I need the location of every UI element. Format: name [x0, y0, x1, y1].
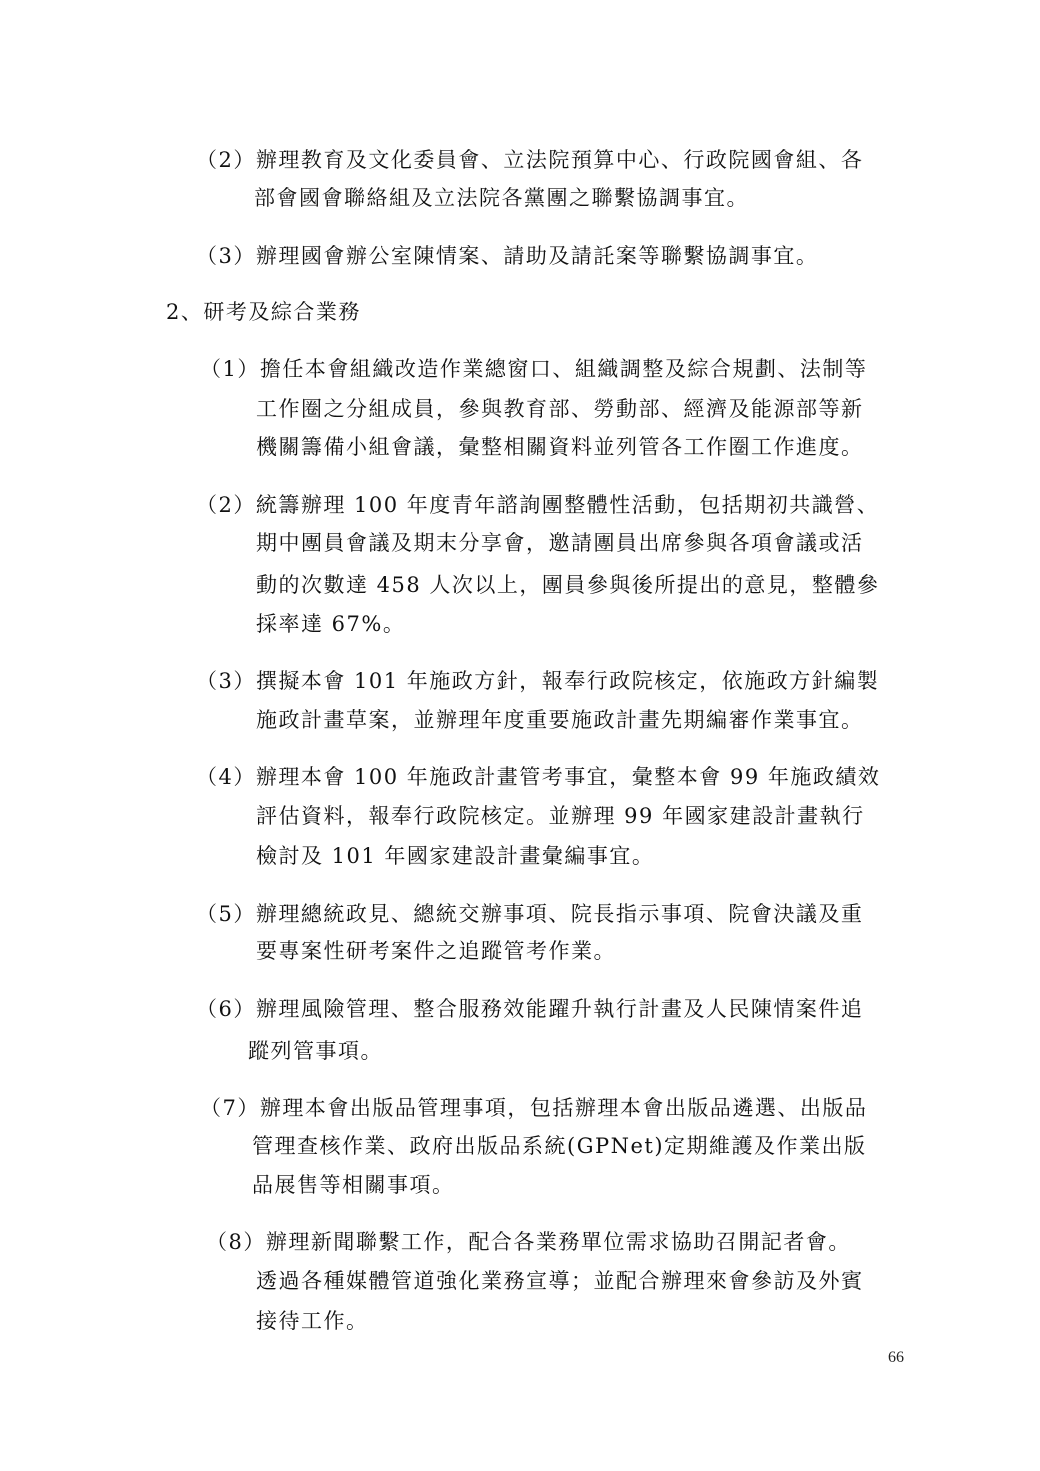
- text-line: （4）辦理本會 100 年施政計畫管考事宜，彙整本會 99 年施政績效: [196, 765, 881, 789]
- text-line: （3）辦理國會辦公室陳情案、請助及請託案等聯繫協調事宜。: [196, 244, 819, 268]
- text-line: 要專案性研考案件之追蹤管考作業。: [256, 939, 616, 963]
- text-line: 部會國會聯絡組及立法院各黨團之聯繫協調事宜。: [254, 186, 749, 210]
- text-line: 評估資料，報奉行政院核定。並辦理 99 年國家建設計畫執行: [256, 804, 865, 828]
- section-heading: 2、研考及綜合業務: [166, 300, 361, 324]
- text-line: 採率達 67%。: [256, 612, 406, 636]
- text-line: （1）擔任本會組織改造作業總窗口、組織調整及綜合規劃、法制等: [200, 357, 868, 381]
- page-number: 66: [888, 1349, 904, 1366]
- text-line: （2）統籌辦理 100 年度青年諮詢團整體性活動，包括期初共識營、: [196, 493, 880, 517]
- text-line: （6）辦理風險管理、整合服務效能躍升執行計畫及人民陳情案件追: [196, 997, 864, 1021]
- text-line: （3）撰擬本會 101 年施政方針，報奉行政院核定，依施政方針編製: [196, 669, 880, 693]
- text-line: （8）辦理新聞聯繫工作，配合各業務單位需求協助召開記者會。: [206, 1230, 851, 1254]
- text-line: 動的次數達 458 人次以上，團員參與後所提出的意見，整體參: [256, 573, 880, 597]
- text-line: 品展售等相關事項。: [252, 1173, 455, 1197]
- text-line: 透過各種媒體管道強化業務宣導；並配合辦理來會參訪及外賓: [256, 1269, 864, 1293]
- text-line: （7）辦理本會出版品管理事項，包括辦理本會出版品遴選、出版品: [200, 1096, 868, 1120]
- text-line: 管理查核作業、政府出版品系統(GPNet)定期維護及作業出版: [252, 1134, 867, 1158]
- text-line: （2）辦理教育及文化委員會、立法院預算中心、行政院國會組、各: [196, 148, 864, 172]
- text-line: 接待工作。: [256, 1309, 369, 1333]
- text-line: 機關籌備小組會議，彙整相關資料並列管各工作圈工作進度。: [256, 435, 864, 459]
- text-line: 檢討及 101 年國家建設計畫彙編事宜。: [256, 844, 655, 868]
- text-line: （5）辦理總統政見、總統交辦事項、院長指示事項、院會決議及重: [196, 902, 864, 926]
- text-line: 期中團員會議及期末分享會，邀請團員出席參與各項會議或活: [256, 531, 864, 555]
- text-line: 施政計畫草案，並辦理年度重要施政計畫先期編審作業事宜。: [256, 708, 864, 732]
- text-line: 工作圈之分組成員，參與教育部、勞動部、經濟及能源部等新: [256, 397, 864, 421]
- text-line: 蹤列管事項。: [248, 1039, 383, 1063]
